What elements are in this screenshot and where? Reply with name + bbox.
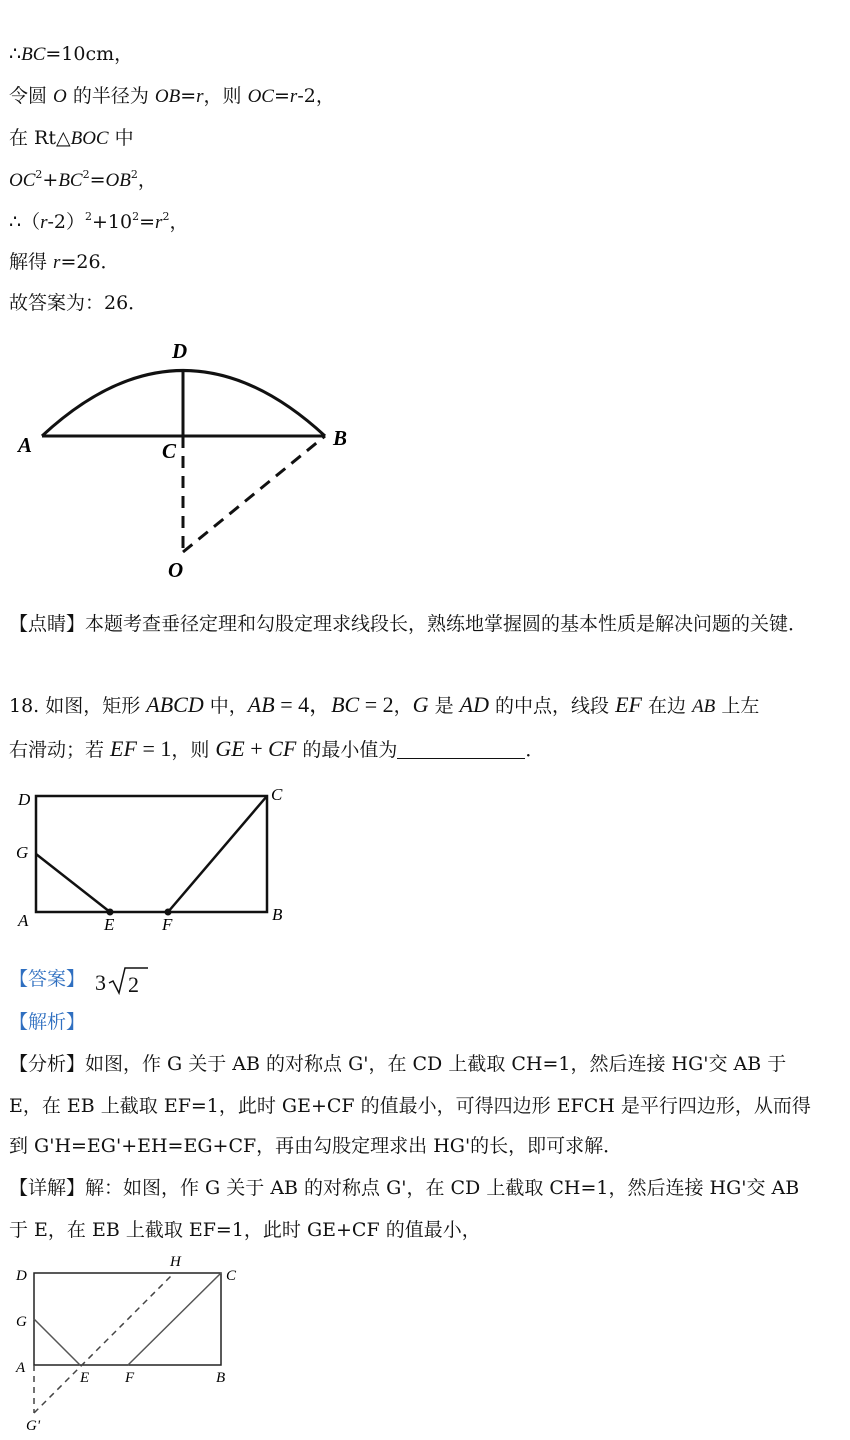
text-segment: 上左 (715, 695, 760, 717)
problem-number: 18. 如图，矩形 (9, 695, 147, 717)
var-cf: CF (268, 736, 297, 761)
dashed-hg (34, 1273, 174, 1413)
solution-line-bc (9, 42, 133, 67)
comment-tag: 【点睛】 (9, 613, 86, 635)
answer-coefficient: 3 (95, 970, 106, 995)
label-d: D (18, 790, 31, 809)
var-ge: GE (215, 736, 245, 761)
label-a: A (18, 433, 33, 457)
text-segment: 在边 (641, 695, 693, 717)
therefore-symbol: ∴ (9, 43, 22, 65)
var-ob: OB (154, 86, 181, 107)
fenxi-tag: 【分析】 (9, 1053, 86, 1075)
label-g-prime: G' (26, 1418, 41, 1434)
figure-reflection (0, 1250, 260, 1440)
var-oc: OC (247, 86, 274, 107)
text-segment: 的最小值为 (296, 739, 398, 761)
solution-line-pythagoras (9, 168, 157, 193)
exponent: 2 (132, 210, 140, 223)
equals: = (180, 85, 197, 107)
answer-line (9, 964, 139, 998)
comment-paragraph (9, 608, 844, 641)
exponent: 2 (82, 168, 90, 181)
text-segment: 右滑动；若 (9, 739, 111, 761)
text-segment: ，则 (203, 85, 248, 107)
analysis-line2: E，在 EB 上截取 EF=1，此时 GE+CF 的值最小，可得四边形 EFCH 是平行四边形，从而得 (9, 1095, 811, 1117)
equals: = (273, 85, 290, 107)
detail-line2: 于 E，在 EB 上截取 EF=1，此时 GE+CF 的值最小， (9, 1219, 481, 1241)
var-ef: EF (110, 736, 137, 761)
ef-value: = 1 (136, 736, 172, 761)
exponent: 2 (35, 168, 43, 181)
label-a: A (16, 1360, 26, 1376)
var-ab: AB (247, 692, 275, 717)
label-g: G (16, 1314, 27, 1330)
plus: + (244, 736, 269, 761)
label-h: H (170, 1254, 181, 1270)
xiangjie-tag: 【详解】 (9, 1177, 86, 1199)
label-e: E (80, 1370, 90, 1386)
figure-rectangle (0, 780, 310, 940)
comment-text: 本题考查垂径定理和勾股定理求线段长，熟练地掌握圆的基本性质是解决问题的关键． (85, 613, 808, 635)
equals: = (89, 169, 106, 191)
exponent: 2 (85, 210, 93, 223)
var-r: r (289, 86, 298, 107)
text-segment: -2） (47, 211, 86, 233)
text-segment: 中 (108, 127, 134, 149)
exponent: 2 (130, 168, 138, 181)
equals: = (139, 211, 156, 233)
answer-radicand: 2 (128, 972, 139, 997)
var-ob: OB (105, 170, 131, 191)
text-segment: -2， (297, 85, 335, 107)
problem-18-line2 (9, 737, 544, 762)
dashed-ob (183, 436, 325, 552)
label-o: O (168, 558, 184, 582)
problem-18-line1 (9, 693, 759, 719)
text-segment: 中， (203, 695, 248, 717)
solution-line-substitution (9, 210, 188, 235)
label-a: A (18, 911, 29, 930)
var-r: r (196, 86, 204, 107)
var-bc: BC (21, 44, 46, 65)
text-segment: ， (393, 695, 413, 717)
var-abcd: ABCD (146, 692, 204, 717)
detail-line1 (9, 1176, 799, 1200)
bc-value: =10cm， (45, 43, 134, 65)
var-g: G (412, 692, 429, 717)
r-value: =26． (60, 251, 120, 273)
var-r: r (40, 212, 48, 233)
var-ef: EF (615, 692, 642, 717)
solution-line-solve (9, 250, 120, 275)
text-segment: 的半径为 (66, 85, 155, 107)
fenxi-text: 如图，作 G 关于 AB 的对称点 G'，在 CD 上截取 CH=1，然后连接 HG'交 AB 于 (85, 1053, 787, 1075)
label-d: D (16, 1268, 27, 1284)
answer-tag: 【答案】 (9, 968, 86, 990)
answer-statement: 故答案为：26． (9, 292, 148, 314)
label-d: D (172, 339, 188, 363)
text-segment: 解得 (9, 251, 54, 273)
text-segment: 的中点，线段 (488, 695, 616, 717)
segment-fc (168, 796, 267, 912)
answer-blank (397, 740, 525, 759)
bc-value: = 2 (359, 692, 394, 717)
solution-line-rt (9, 126, 134, 151)
plus: + (42, 169, 59, 191)
label-g: G (16, 843, 29, 862)
comma: ， (169, 211, 189, 233)
text-segment: ，则 (171, 739, 216, 761)
text-segment: 是 (428, 695, 460, 717)
segment-ge (34, 1319, 80, 1365)
text-segment: +10 (92, 211, 133, 233)
var-boc: BOC (70, 128, 109, 149)
label-f: F (125, 1370, 135, 1386)
var-ad: AD (459, 692, 489, 717)
solution-line-radius (9, 84, 335, 109)
text-segment: 令圆 (9, 85, 54, 107)
var-bc: BC (331, 692, 360, 717)
label-b: B (216, 1370, 226, 1386)
var-ab: AB (692, 696, 716, 717)
analysis-line1 (9, 1052, 786, 1076)
figure-arc-diagram (0, 330, 380, 590)
var-o: O (53, 86, 67, 107)
label-b: B (333, 426, 348, 450)
exponent: 2 (162, 210, 170, 223)
comma: ， (137, 169, 157, 191)
label-f: F (162, 915, 173, 934)
analysis-tag: 【解析】 (9, 1011, 86, 1033)
var-r: r (53, 252, 61, 273)
label-e: E (104, 915, 115, 934)
xiangjie-text: 解：如图，作 G 关于 AB 的对称点 G'，在 CD 上截取 CH=1，然后连接 HG'交 AB (85, 1177, 800, 1199)
var-oc: OC (9, 170, 36, 191)
label-c: C (226, 1268, 237, 1284)
label-c: C (271, 785, 283, 804)
text-segment: ． (525, 739, 545, 761)
segment-fc (128, 1273, 221, 1365)
text-segment: 在 Rt△ (9, 127, 71, 149)
text-segment: ∴（ (9, 211, 41, 233)
var-bc: BC (58, 170, 83, 191)
label-c: C (162, 439, 177, 463)
segment-ge (36, 854, 110, 912)
var-r: r (155, 212, 163, 233)
label-b: B (272, 905, 283, 924)
ab-value: = 4， (274, 692, 332, 717)
rectangle-abcd (36, 796, 267, 912)
analysis-line3: 到 G'H=EG'+EH=EG+CF，再由勾股定理求出 HG'的长，即可求解． (9, 1135, 623, 1157)
